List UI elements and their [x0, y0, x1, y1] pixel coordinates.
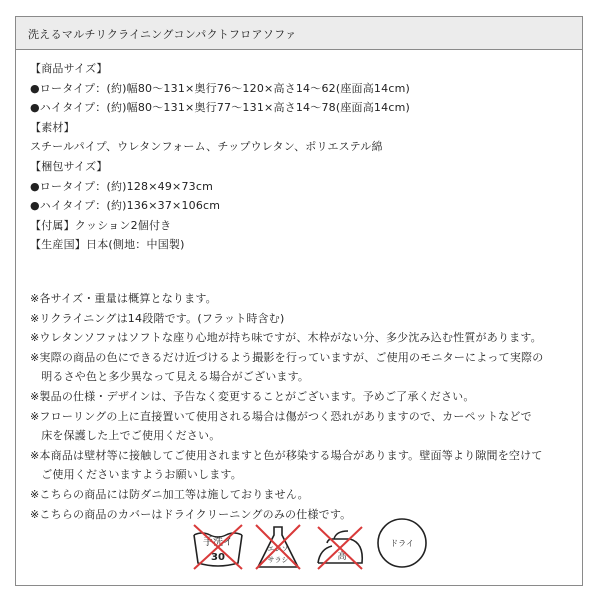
spec-line: ●ロータイプ：(約)128×49×73cm: [30, 179, 214, 193]
spec-line: 【商品サイズ】: [30, 62, 108, 75]
dry-clean-icon: [372, 513, 432, 573]
spec-line: 【素材】: [30, 120, 75, 134]
hand-wash-temp: 30: [211, 552, 225, 563]
iron-label: 高: [337, 552, 347, 562]
note-line: ※フローリングの上に直接置いて使用される場合は傷がつく恐れがありますので、カーペットなどで: [30, 409, 532, 423]
note-line: ※ウレタンソファはソフトな座り心地が持ち味ですが、木枠がない分、多少沈み込む性質があります。: [30, 331, 542, 345]
dry-clean-label: ドライ: [390, 539, 414, 548]
spec-line: 【梱包サイズ】: [30, 159, 108, 173]
note-line: ※こちらの商品のカバーはドライクリーニングのみの仕様です。: [30, 507, 352, 521]
iron-icon: [310, 513, 370, 573]
spec-list: [30, 59, 570, 255]
notes-list: [30, 289, 575, 524]
note-line: ご使用くださいますようお願いします。: [30, 468, 242, 482]
note-line: ※リクライニングは14段階です。(フラット時含む): [30, 311, 285, 325]
note-line: ※実際の商品の色にできるだけ近づけるよう撮影を行っていますが、ご使用のモニターによって実際の: [30, 350, 544, 364]
hand-wash-icon: [188, 513, 248, 573]
note-line: ※各サイズ・重量は概算となります。: [30, 292, 217, 305]
product-info-panel: [15, 16, 583, 586]
note-line: ※製品の仕様・デザインは、予告なく変更することがございます。予めご了承ください。: [30, 389, 475, 403]
spec-line: 【付属】クッション2個付き: [30, 218, 172, 232]
care-icons: [188, 513, 418, 583]
bleach-icon: [248, 513, 308, 573]
spec-line: ●ハイタイプ：(約)136×37×106cm: [30, 199, 221, 213]
spec-line: スチールパイプ、ウレタンフォーム、チップウレタン、ポリエステル綿: [30, 140, 383, 154]
note-line: 床を保護した上でご使用ください。: [30, 429, 221, 443]
spec-line: 【生産国】日本(側地：中国製): [30, 238, 185, 252]
hand-wash-label: 手洗イ: [203, 537, 233, 548]
note-line: ※本商品は壁材等に接触してご使用されますと色が移染する場合があります。壁面等より隙間を空けて: [30, 448, 543, 462]
bleach-label-bottom: サラシ: [267, 556, 289, 564]
bleach-label-top: エンソ: [267, 545, 289, 553]
title-bar: [16, 17, 582, 50]
note-line: 明るさや色と多少異なって見える場合がございます。: [30, 370, 310, 384]
spec-line: ●ロータイプ：(約)幅80～131×奥行76～120×高さ14～62(座面高14cm): [30, 81, 410, 95]
page-title: 洗えるマルチリクライニングコンパクトフロアソファ: [28, 28, 297, 41]
spec-line: ●ハイタイプ：(約)幅80～131×奥行77～131×高さ14～78(座面高14cm): [30, 101, 410, 115]
note-line: ※こちらの商品には防ダニ加工等は施しておりません。: [30, 487, 309, 501]
